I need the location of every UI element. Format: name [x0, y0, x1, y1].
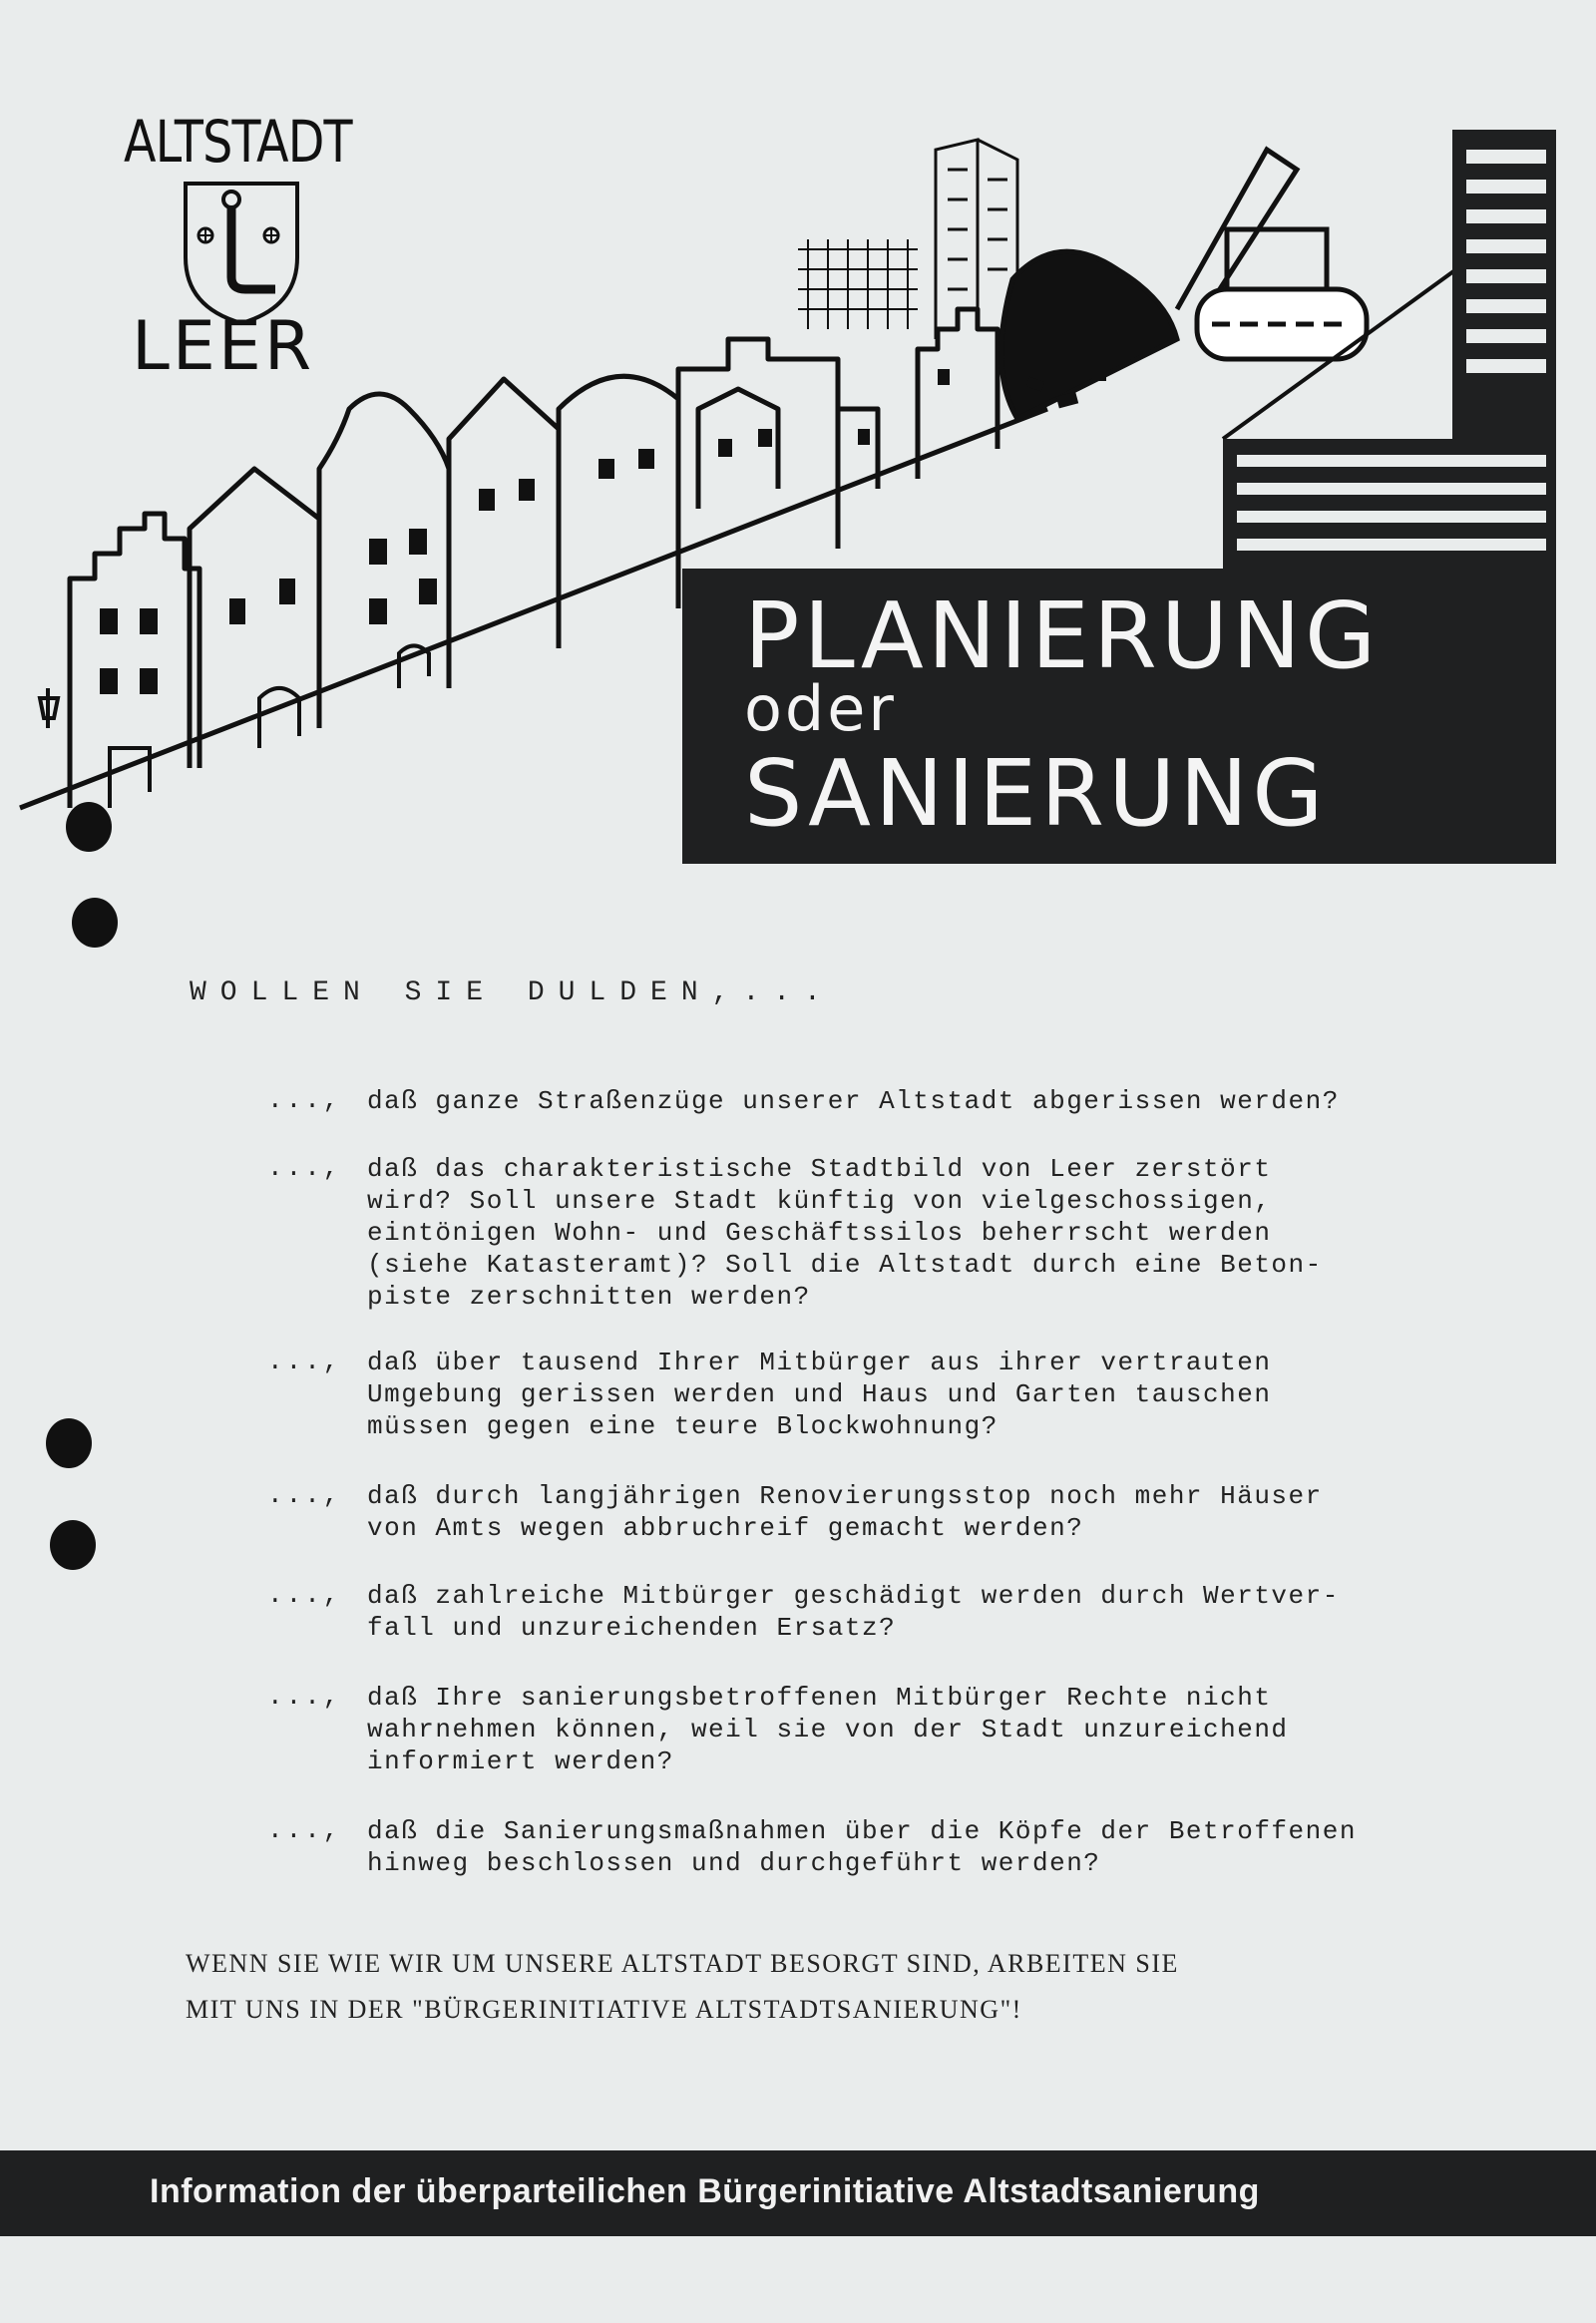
punch-hole — [72, 898, 118, 948]
item-text: daß die Sanierungsmaßnahmen über die Köpfe der Betroffenen hinweg beschlossen und durchgeführt werden? — [367, 1816, 1357, 1878]
footer-text: Information der überparteilichen Bürgerinitiative Altstadtsanierung — [150, 2172, 1260, 2210]
item-text: daß Ihre sanierungsbetroffenen Mitbürger Rechte nicht wahrnehmen können, weil sie von der Stadt unzureichend informiert werden? — [367, 1683, 1289, 1776]
item-lead: ..., — [267, 1347, 342, 1376]
item-lead: ..., — [267, 1580, 342, 1610]
house-7 — [698, 389, 778, 509]
title-line-1: PLANIERUNG — [744, 582, 1381, 689]
intro-heading: WOLLEN SIE DULDEN,... — [190, 977, 835, 1008]
item-text: daß ganze Straßenzüge unserer Altstadt abgerissen werden? — [367, 1086, 1340, 1116]
logo-bottom-text: LEER — [132, 307, 315, 386]
house-4 — [449, 379, 559, 688]
punch-hole — [66, 802, 112, 852]
item-lead: ..., — [267, 1153, 342, 1183]
item-lead: ..., — [267, 1682, 342, 1712]
title-line-2: oder — [744, 672, 897, 745]
footer-bar — [0, 2150, 1596, 2236]
item-text: daß das charakteristische Stadtbild von Leer zerstört wird? Soll unsere Stadt künftig von vielgeschossigen, eintönigen Wohn- und Geschäftssilos beherrscht werden (siehe Katasteramt)? Soll die Altstadt durch eine Beton- piste zerschnitten werden? — [367, 1154, 1323, 1312]
house-5 — [559, 376, 678, 648]
excavator — [1001, 150, 1367, 419]
scaffold — [798, 239, 918, 329]
title-block — [682, 569, 1556, 864]
street-lamp — [40, 688, 58, 728]
item-lead: ..., — [267, 1480, 342, 1510]
closing-call-to-action: WENN SIE WIE WIR UM UNSERE ALTSTADT BESORGT SIND, ARBEITEN SIE MIT UNS IN DER "BÜRGERINITIATIVE ALTSTADTSANIERUNG"! — [186, 1949, 1179, 2024]
punch-hole — [50, 1520, 96, 1570]
item-lead: ..., — [267, 1085, 342, 1115]
item-text: daß zahlreiche Mitbürger geschädigt werden durch Wertver- fall und unzureichenden Ersatz? — [367, 1581, 1340, 1643]
title-line-3: SANIERUNG — [744, 740, 1328, 847]
logo-top-text: ALTSTADT — [124, 108, 352, 176]
punch-hole — [46, 1418, 92, 1468]
item-text: daß über tausend Ihrer Mitbürger aus ihrer vertrauten Umgebung gerissen werden und Haus und Garten tauschen müssen gegen eine teure Blockwohnung? — [367, 1348, 1272, 1441]
item-lead: ..., — [267, 1815, 342, 1845]
item-text: daß durch langjährigen Renovierungsstop noch mehr Häuser von Amts wegen abbruchreif gemacht werden? — [367, 1481, 1323, 1543]
